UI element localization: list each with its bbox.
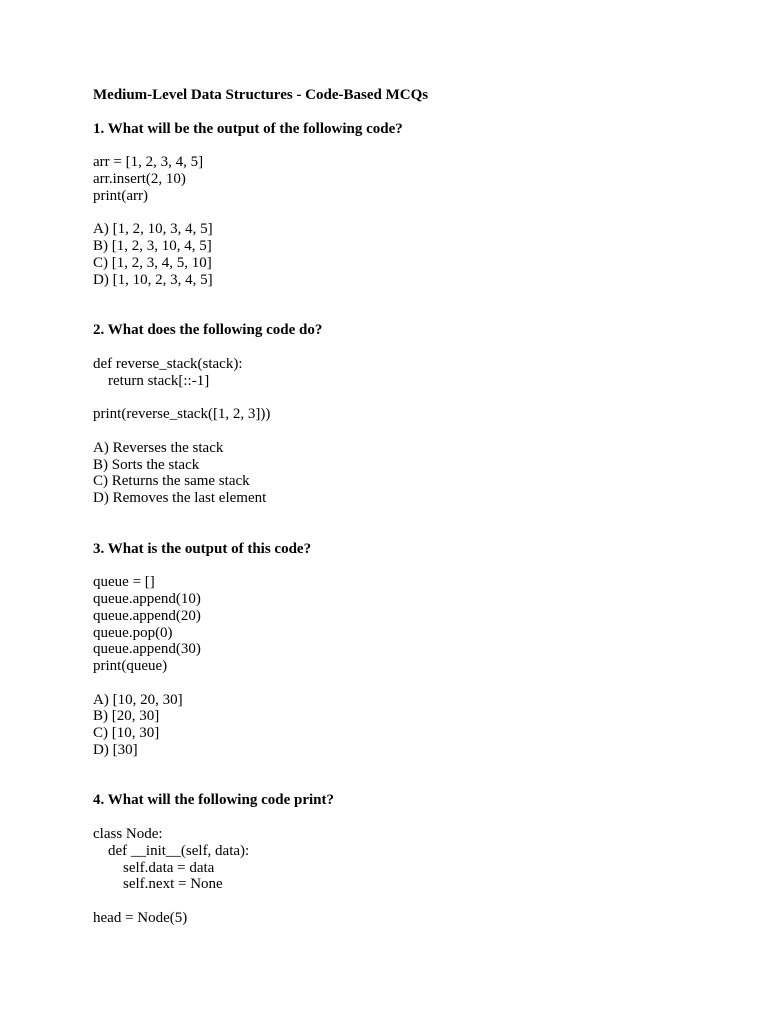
option-a: A) [10, 20, 30] xyxy=(93,691,183,708)
spacer xyxy=(93,137,713,154)
code-line: return stack[::-1] xyxy=(108,372,210,389)
option-a: A) Reverses the stack xyxy=(93,439,224,456)
code-line: print(reverse_stack([1, 2, 3])) xyxy=(93,406,271,423)
code-line: self.next = None xyxy=(123,876,223,893)
document-page xyxy=(93,87,713,927)
question-4: 4. What will the following code print? xyxy=(93,792,334,809)
question-1: 1. What will be the output of the following code? xyxy=(93,120,403,137)
code-line: queue.pop(0) xyxy=(93,624,173,641)
code-line: def reverse_stack(stack): xyxy=(93,355,243,372)
code-line: print(arr) xyxy=(93,187,148,204)
spacer xyxy=(93,893,713,910)
option-d: D) [30] xyxy=(93,742,138,759)
code-line: print(queue) xyxy=(93,658,168,675)
code-line: queue = [] xyxy=(93,574,155,591)
code-line: queue.append(30) xyxy=(93,641,201,658)
spacer xyxy=(93,104,713,121)
spacer xyxy=(93,675,713,692)
code-line: self.data = data xyxy=(123,859,215,876)
option-b: B) [20, 30] xyxy=(93,708,160,725)
option-b: B) Sorts the stack xyxy=(93,456,200,473)
option-d: D) [1, 10, 2, 3, 4, 5] xyxy=(93,271,213,288)
option-a: A) [1, 2, 10, 3, 4, 5] xyxy=(93,221,213,238)
code-line: queue.append(20) xyxy=(93,607,201,624)
spacer xyxy=(93,205,713,222)
code-line: def __init__(self, data): xyxy=(108,842,250,859)
question-2: 2. What does the following code do? xyxy=(93,322,323,339)
code-line: arr.insert(2, 10) xyxy=(93,170,186,187)
code-line: arr = [1, 2, 3, 4, 5] xyxy=(93,154,204,171)
spacer xyxy=(93,557,713,574)
document-title: Medium-Level Data Structures - Code-Based MCQs xyxy=(93,87,429,103)
spacer xyxy=(93,423,713,440)
option-c: C) [1, 2, 3, 4, 5, 10] xyxy=(93,254,212,271)
spacer xyxy=(93,759,713,793)
spacer xyxy=(93,507,713,541)
code-line: queue.append(10) xyxy=(93,590,201,607)
option-c: C) [10, 30] xyxy=(93,725,160,742)
spacer xyxy=(93,339,713,356)
code-line: class Node: xyxy=(93,826,163,843)
spacer xyxy=(93,289,713,323)
code-line: head = Node(5) xyxy=(93,910,188,927)
spacer xyxy=(93,389,713,406)
option-b: B) [1, 2, 3, 10, 4, 5] xyxy=(93,238,212,255)
spacer xyxy=(93,809,713,826)
option-d: D) Removes the last element xyxy=(93,490,267,507)
question-3: 3. What is the output of this code? xyxy=(93,540,312,557)
option-c: C) Returns the same stack xyxy=(93,473,250,490)
